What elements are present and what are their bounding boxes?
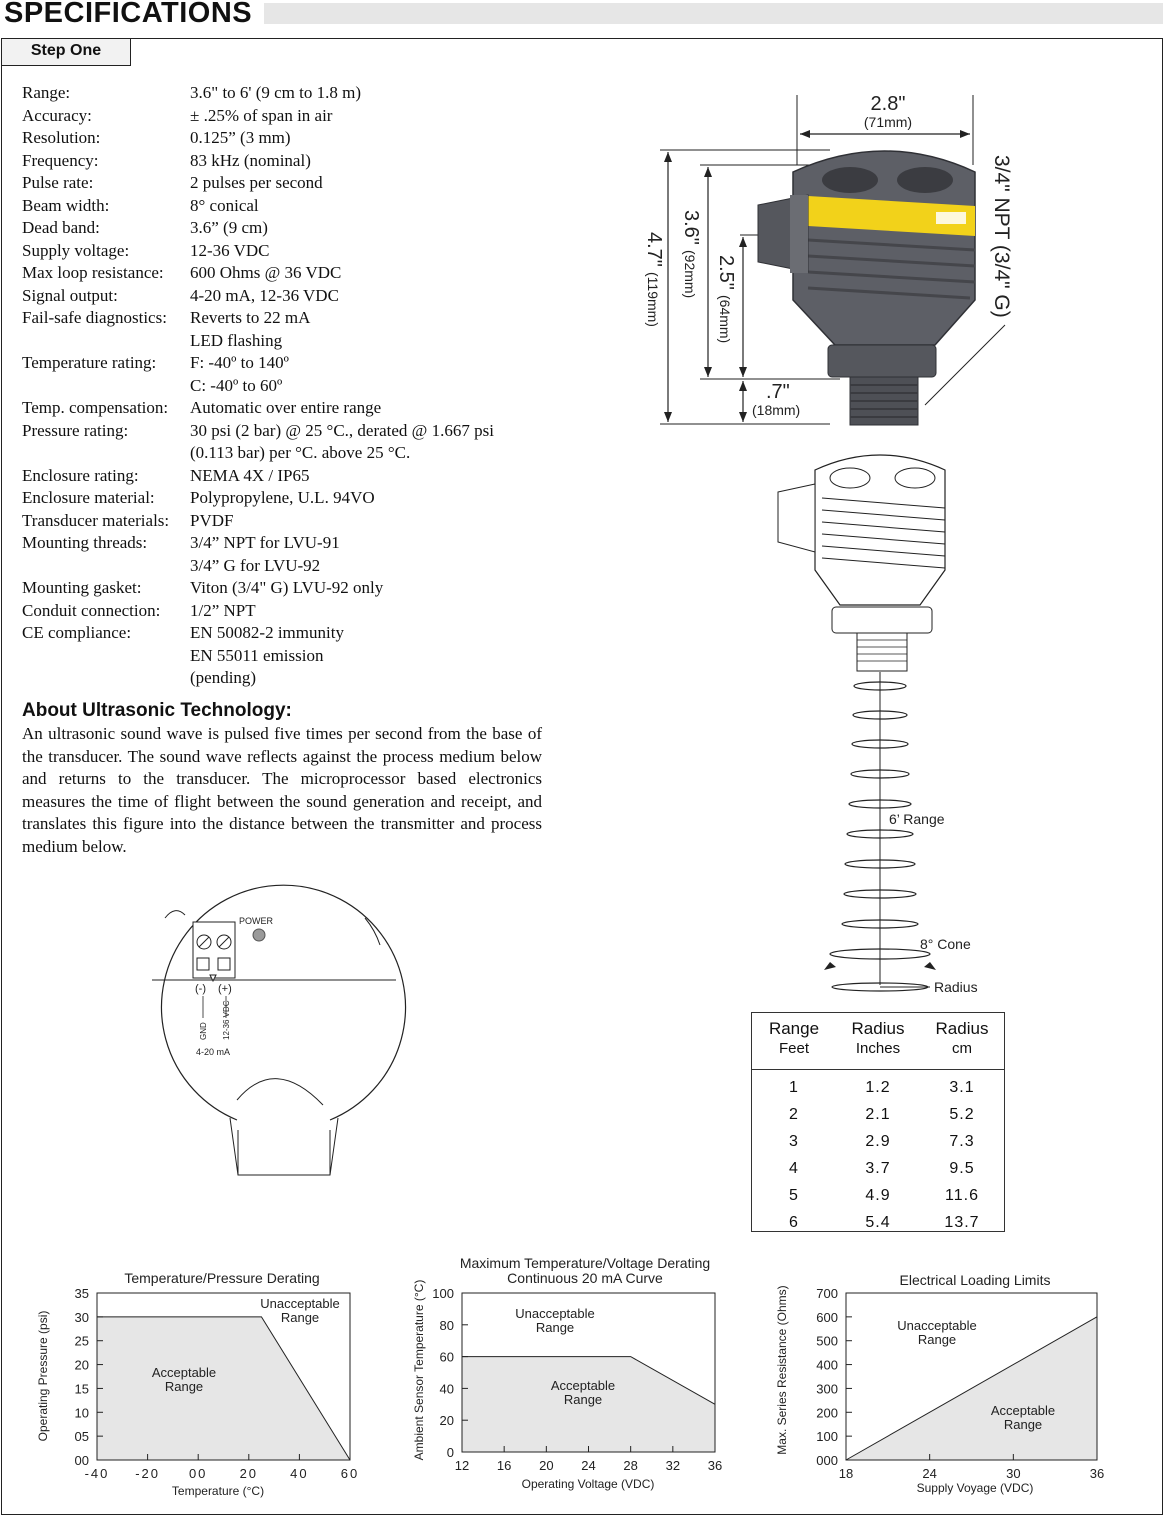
inches-column (836, 1074, 920, 1236)
y-tick-label: 500 (816, 1333, 838, 1349)
page-header (0, 0, 1163, 28)
x-tick-label: 32 (665, 1458, 681, 1473)
y-axis-label: Max. Series Resistance (Ohms) (775, 1285, 789, 1455)
acceptable-region (97, 1317, 350, 1460)
unacceptable-region-label: Unacceptable Range (260, 1296, 340, 1325)
spec-row (22, 352, 542, 375)
spec-label: CE compliance: (22, 623, 132, 642)
y-tick-label: 700 (816, 1286, 838, 1301)
spec-label: Beam width: (22, 195, 110, 215)
spec-value: 12-36 VDC (190, 240, 270, 260)
spec-value: (pending) (190, 668, 257, 687)
table-cell: 4.9 (865, 1187, 891, 1204)
table-cell: 5 (789, 1187, 799, 1204)
x-axis-label: Temperature (°C) (171, 1484, 265, 1498)
table-cell: 3.7 (865, 1160, 891, 1177)
y-tick-label: 40 (439, 1381, 454, 1397)
spec-row (22, 397, 542, 420)
chart-title: Maximum Temperature/Voltage Derating (459, 1255, 711, 1271)
cap-height-mm-label: (64mm) (717, 295, 733, 344)
cap-height-label: 2.5" (715, 255, 737, 290)
spec-row (22, 442, 542, 465)
spec-label (22, 645, 190, 668)
table-cell: 9.5 (949, 1160, 975, 1177)
spec-value: 3.6" to 6' (9 cm to 1.8 m) (190, 83, 362, 102)
body-height-mm-label: (92mm) (682, 250, 698, 299)
spec-row (22, 82, 542, 105)
y-tick-label: 10 (74, 1405, 89, 1421)
y-tick-label: 20 (74, 1357, 89, 1373)
spec-row (22, 577, 542, 600)
spec-label: Resolution: (22, 128, 101, 147)
y-tick-label: 80 (439, 1317, 454, 1333)
electrical-loading-chart (760, 1250, 1140, 1510)
y-tick-label: 300 (816, 1381, 838, 1397)
radius-cm-header: Radius cm (935, 1019, 989, 1057)
spec-value: 1/2” NPT (190, 600, 256, 620)
spec-row (22, 645, 542, 668)
y-tick-label: 00 (74, 1453, 89, 1468)
spec-row (22, 510, 542, 533)
spec-row (22, 487, 542, 510)
spec-row (22, 217, 542, 240)
spec-value: 3.6” (9 cm) (190, 218, 268, 237)
x-tick-label: 40 (290, 1466, 309, 1481)
table-cell: 5.2 (949, 1106, 975, 1123)
spec-value: Automatic over entire range (190, 398, 382, 417)
spec-row (22, 172, 542, 195)
temp-pressure-chart (0, 1250, 380, 1510)
spec-value: 4-20 mA, 12-36 VDC (190, 285, 339, 305)
spec-label: Max loop resistance: (22, 263, 164, 282)
spec-value: 8° conical (190, 195, 259, 215)
spec-label: Enclosure material: (22, 488, 155, 507)
width-mm-label: (71mm) (863, 114, 913, 130)
chart-title: Temperature/Pressure Derating (124, 1270, 320, 1286)
x-tick-label: 18 (838, 1466, 854, 1481)
y-tick-label: 100 (432, 1286, 454, 1301)
spec-value: 3/4” NPT for LVU-91 (190, 533, 340, 552)
x-tick-label: 24 (581, 1458, 596, 1473)
spec-value: 2 pulses per second (190, 173, 323, 192)
spec-value: (0.113 bar) per °C. above 25 °C. (190, 443, 411, 462)
y-tick-label: 600 (816, 1309, 838, 1325)
range-label: 6’ Range (889, 811, 945, 827)
spec-value: Reverts to 22 mA (190, 308, 311, 327)
thread-height-mm-label: (18mm) (752, 402, 801, 418)
spec-row (22, 150, 542, 173)
spec-value: C: -40º to 60º (190, 375, 283, 395)
spec-label: Range: (22, 83, 71, 102)
thread-height-label: .7" (766, 381, 790, 403)
temp-voltage-chart (395, 1250, 745, 1510)
spec-label (22, 375, 190, 398)
spec-value: PVDF (190, 510, 234, 530)
spec-row (22, 555, 542, 578)
spec-label (22, 555, 190, 578)
spec-label: Temp. compensation: (22, 398, 169, 417)
spec-label: Pressure rating: (22, 420, 129, 440)
spec-label: Transducer materials: (22, 510, 170, 530)
spec-value: F: -40º to 140º (190, 353, 289, 372)
y-axis-label: Operating Pressure (psi) (36, 1310, 50, 1442)
spec-row (22, 262, 542, 285)
spec-label (22, 442, 190, 465)
y-tick-label: 15 (74, 1381, 89, 1397)
spec-label: Frequency: (22, 150, 99, 170)
acceptable-region-label: Acceptable Range (151, 1365, 217, 1394)
table-cell: 13.7 (944, 1214, 980, 1231)
table-cell: 5.4 (865, 1214, 891, 1231)
spec-label: Signal output: (22, 285, 118, 305)
x-tick-label: 36 (707, 1458, 723, 1473)
radius-label: Radius (934, 979, 978, 995)
spec-value: 83 kHz (nominal) (190, 150, 311, 170)
header-bar (264, 3, 1163, 24)
x-axis-label: Supply Voyage (VDC) (916, 1481, 1034, 1495)
spec-row (22, 532, 542, 555)
y-tick-label: 0 (446, 1445, 454, 1460)
spec-value: 0.125” (3 mm) (190, 128, 291, 147)
radius-inches-header: Radius Inches (851, 1019, 905, 1057)
table-cell: 3.1 (949, 1079, 975, 1096)
cone-label: 8° Cone (920, 936, 971, 952)
power-led-label: POWER (239, 916, 274, 926)
table-header (752, 1013, 1004, 1070)
ma-label: 4-20 mA (196, 1047, 231, 1057)
spec-value: EN 55011 emission (190, 645, 324, 665)
cm-column (920, 1074, 1004, 1236)
table-cell: 1 (789, 1079, 799, 1096)
about-text: An ultrasonic sound wave is pulsed five times per second from the base of the transducer. The sound wave reflects against the process medium below and returns to the transducer. The microprocessor based electronics measures the time of flight between the sound generation and receipt, and translates this figure into the distance between the transmitter and process medium below. (22, 724, 542, 856)
spec-value: ± .25% of span in air (190, 105, 333, 125)
table-cell: 4 (789, 1160, 799, 1177)
spec-value: 600 Ohms @ 36 VDC (190, 263, 342, 282)
x-tick-label: 00 (188, 1466, 208, 1481)
spec-value: Polypropylene, U.L. 94VO (190, 488, 375, 507)
feet-column (752, 1074, 836, 1236)
spec-label: Accuracy: (22, 105, 92, 125)
table-cell: 1.2 (865, 1079, 891, 1096)
beam-cone-diagram (770, 450, 1010, 1010)
spec-label: Temperature rating: (22, 353, 157, 372)
spec-label (22, 667, 190, 690)
spec-label: Fail-safe diagnostics: (22, 308, 167, 327)
chart-title: Electrical Loading Limits (899, 1272, 1051, 1288)
page-title: SPECIFICATIONS (4, 0, 253, 29)
negative-terminal-label: (-) (195, 983, 206, 995)
range-radius-table (751, 1012, 1005, 1232)
y-tick-label: 000 (816, 1453, 838, 1468)
table-cell: 11.6 (945, 1187, 979, 1204)
chart-subtitle: Continuous 20 mA Curve (507, 1270, 663, 1286)
table-cell: 6 (789, 1214, 799, 1231)
spec-value: NEMA 4X / IP65 (190, 465, 310, 485)
x-tick-label: 20 (539, 1458, 554, 1473)
spec-row (22, 240, 542, 263)
wiring-diagram (150, 878, 400, 1178)
y-axis-label: Ambient Sensor Temperature (°C) (412, 1279, 426, 1461)
x-tick-label: 24 (922, 1466, 937, 1481)
acceptable-region-label: Acceptable Range (550, 1378, 616, 1407)
total-height-label: 4.7" (643, 232, 665, 267)
y-tick-label: 200 (816, 1405, 838, 1421)
y-tick-label: 400 (816, 1357, 838, 1373)
total-height-mm-label: (119mm) (645, 272, 661, 327)
width-label: 2.8" (870, 93, 906, 115)
y-tick-label: 25 (74, 1333, 89, 1349)
spec-value: Viton (3/4" G) LVU-92 only (190, 578, 384, 597)
spec-row (22, 600, 542, 623)
unacceptable-region-label: Unacceptable Range (515, 1306, 595, 1335)
unacceptable-region-label: Unacceptable Range (897, 1318, 977, 1347)
thread-spec-label: 3/4" NPT (3/4" G) (990, 155, 1013, 318)
spec-row (22, 330, 542, 353)
table-cell: 3 (789, 1133, 799, 1150)
spec-row (22, 465, 542, 488)
y-tick-label: 20 (439, 1413, 454, 1429)
sensor-dimension-drawing (630, 80, 1030, 430)
positive-terminal-label: (+) (218, 983, 232, 995)
table-cell: 2.1 (865, 1106, 891, 1123)
frame-top-border (131, 38, 1162, 39)
x-tick-label: 16 (496, 1458, 512, 1473)
spec-row (22, 375, 542, 398)
spec-row (22, 127, 542, 150)
spec-row (22, 667, 542, 690)
spec-row (22, 285, 542, 308)
x-tick-label: 36 (1089, 1466, 1105, 1481)
spec-label: Mounting gasket: (22, 578, 142, 597)
x-tick-label: -40 (84, 1466, 110, 1481)
spec-row (22, 307, 542, 330)
spec-label: Conduit connection: (22, 600, 161, 620)
spec-value: 30 psi (2 bar) @ 25 °C., derated @ 1.667 psi (190, 420, 494, 440)
y-tick-label: 30 (74, 1309, 89, 1325)
x-tick-label: 12 (454, 1458, 470, 1473)
y-tick-label: 05 (74, 1429, 89, 1445)
spec-value: 3/4” G for LVU-92 (190, 555, 321, 575)
x-tick-label: -20 (135, 1466, 160, 1481)
spec-row (22, 420, 542, 443)
body-height-label: 3.6" (680, 210, 702, 245)
about-heading: About Ultrasonic Technology: (22, 700, 292, 721)
spec-value: EN 50082-2 immunity (190, 623, 344, 642)
gnd-label: GND (199, 1022, 208, 1040)
spec-label: Supply voltage: (22, 240, 130, 260)
spec-row (22, 622, 542, 645)
table-cell: 2.9 (865, 1133, 891, 1150)
range-feet-header: Range Feet (768, 1019, 820, 1057)
x-tick-label: 60 (340, 1466, 360, 1481)
spec-label: Dead band: (22, 218, 100, 237)
x-tick-label: 28 (623, 1458, 638, 1473)
spec-list (22, 82, 542, 690)
spec-row (22, 105, 542, 128)
y-tick-label: 60 (439, 1349, 454, 1365)
table-cell: 7.3 (949, 1133, 975, 1150)
x-axis-label: Operating Voltage (VDC) (521, 1477, 655, 1491)
step-tab: Step One (1, 38, 131, 66)
spec-label: Pulse rate: (22, 173, 94, 192)
y-tick-label: 35 (74, 1286, 89, 1301)
vdc-label: 12-36 VDC (222, 1000, 231, 1040)
spec-label: Mounting threads: (22, 533, 148, 552)
spec-label: Enclosure rating: (22, 465, 139, 485)
acceptable-region-label: Acceptable Range (990, 1403, 1056, 1432)
x-tick-label: 30 (1006, 1466, 1021, 1481)
y-tick-label: 100 (816, 1429, 838, 1445)
x-tick-label: 20 (239, 1466, 259, 1481)
spec-label (22, 330, 190, 353)
spec-value: LED flashing (190, 330, 283, 350)
spec-row (22, 195, 542, 218)
table-cell: 2 (789, 1106, 799, 1123)
